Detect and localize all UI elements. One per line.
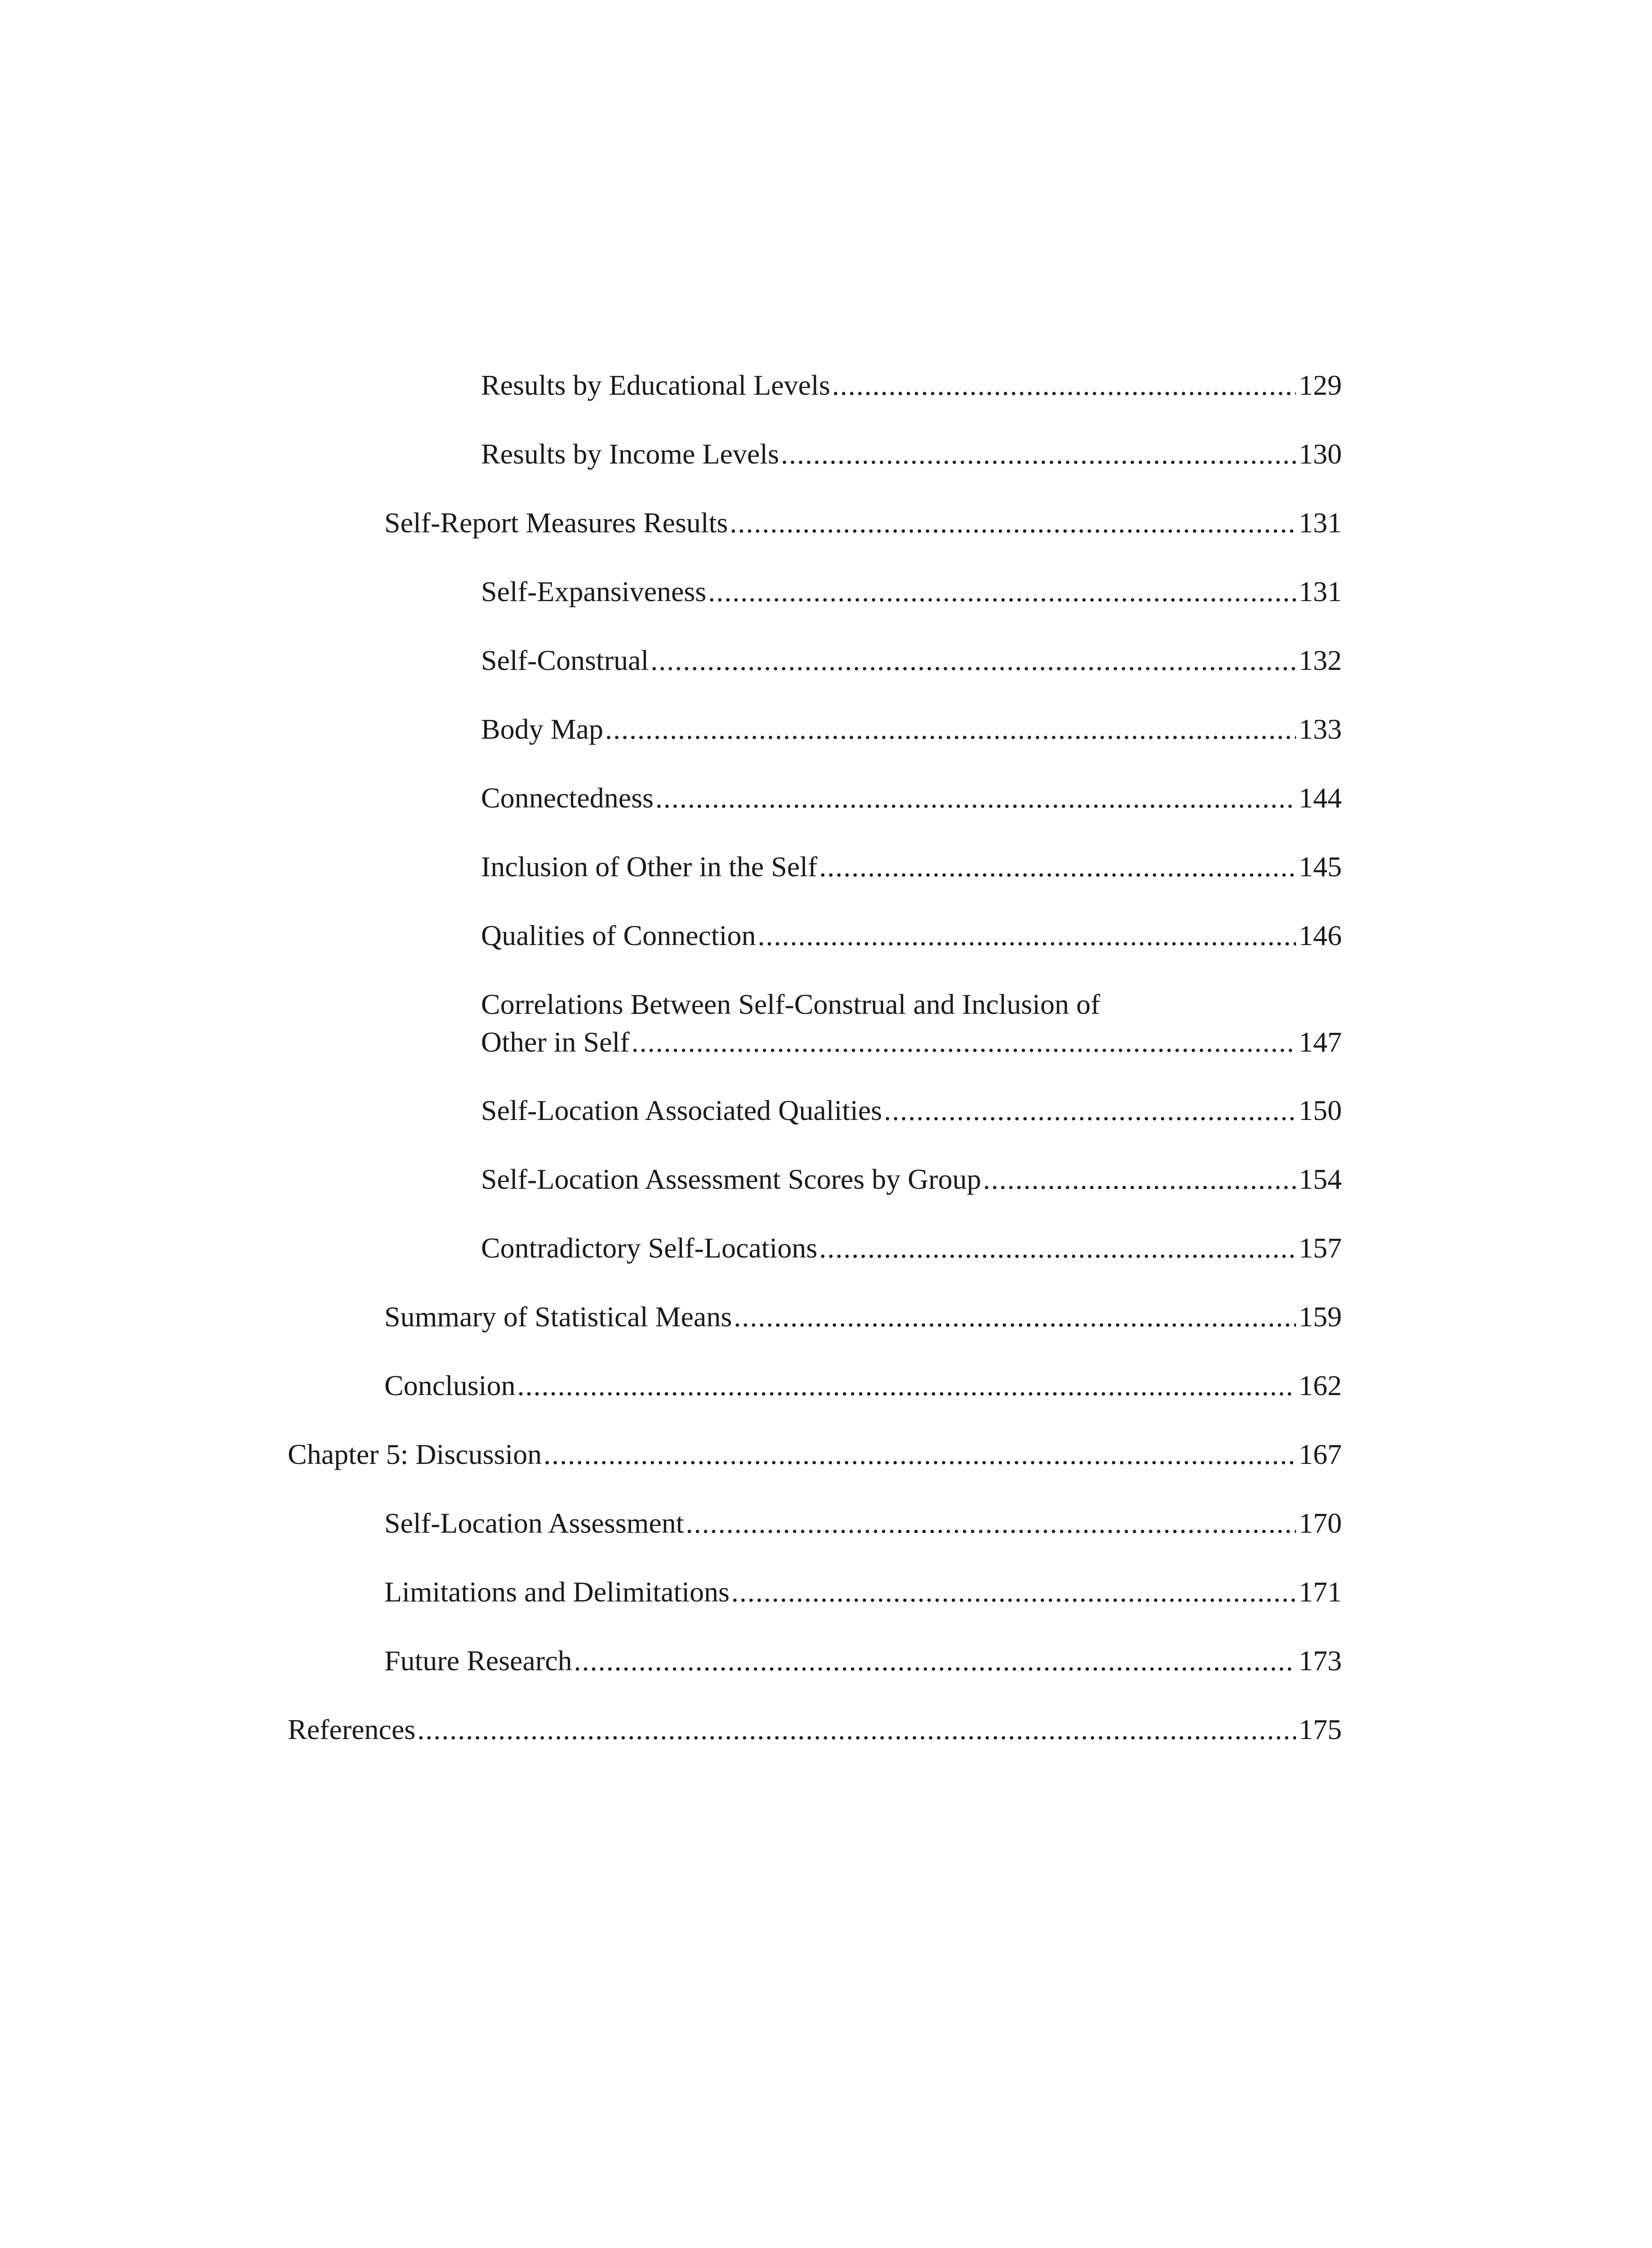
toc-entry-title: Results by Educational Levels [481, 369, 830, 401]
toc-entry[interactable] [481, 917, 1342, 955]
toc-entry[interactable] [481, 573, 1342, 611]
dot-leader [730, 504, 1296, 542]
toc-entry[interactable] [384, 504, 1342, 542]
toc-entry[interactable] [384, 1642, 1342, 1680]
toc-entry-title: Limitations and Delimitations [384, 1576, 730, 1608]
toc-page-number: 157 [1299, 1232, 1342, 1264]
dot-leader [686, 1504, 1296, 1542]
dot-leader [757, 917, 1296, 955]
toc-page-number: 162 [1299, 1369, 1342, 1401]
dot-leader [819, 1229, 1296, 1267]
toc-page-number: 131 [1299, 507, 1342, 539]
toc-entry[interactable] [481, 1160, 1342, 1198]
dot-leader [819, 848, 1296, 886]
toc-entry-title: Self-Location Assessment Scores by Group [481, 1163, 981, 1195]
toc-page-number: 144 [1299, 782, 1342, 814]
dot-leader [417, 1711, 1296, 1748]
toc-entry-title: Future Research [384, 1645, 572, 1677]
toc-entry[interactable] [481, 779, 1342, 817]
toc-entry[interactable] [481, 1092, 1342, 1129]
toc-entry-title: Self-Location Assessment [384, 1507, 684, 1539]
toc-page-number: 129 [1299, 369, 1342, 401]
toc-entry[interactable] [288, 1711, 1342, 1748]
toc-entry-title: Self-Location Associated Qualities [481, 1094, 882, 1126]
toc-page-number: 171 [1299, 1576, 1342, 1608]
dot-leader [731, 1573, 1296, 1611]
dot-leader [517, 1367, 1296, 1405]
toc-entry[interactable] [481, 642, 1342, 679]
dot-leader [983, 1160, 1296, 1198]
dot-leader [605, 710, 1296, 748]
toc-entry-title-line1: Correlations Between Self-Construal and Inclusion of [481, 988, 1100, 1020]
toc-entry-title: Contradictory Self-Locations [481, 1232, 818, 1264]
toc-entry-title: Other in Self [481, 1026, 630, 1058]
toc-page-number: 132 [1299, 644, 1342, 676]
dot-leader [832, 366, 1296, 404]
dot-leader [543, 1436, 1296, 1473]
toc-entry[interactable] [481, 986, 1342, 1061]
toc-entry-title: Qualities of Connection [481, 919, 756, 951]
toc-entry[interactable] [481, 848, 1342, 886]
toc-page-number: 173 [1299, 1645, 1342, 1677]
dot-leader [574, 1642, 1296, 1680]
toc-entry[interactable] [481, 710, 1342, 748]
toc-entry-title: Results by Income Levels [481, 438, 779, 470]
toc-page-number: 167 [1299, 1438, 1342, 1470]
dot-leader [884, 1092, 1296, 1129]
toc-page-number: 150 [1299, 1094, 1342, 1126]
toc-page-number: 154 [1299, 1163, 1342, 1195]
toc-page-number: 133 [1299, 713, 1342, 745]
toc-entry-title: Summary of Statistical Means [384, 1301, 732, 1333]
toc-page-number: 131 [1299, 575, 1342, 607]
dot-leader [734, 1298, 1296, 1336]
toc-page-number: 146 [1299, 919, 1342, 951]
toc-entry-title: Self-Expansiveness [481, 575, 707, 607]
dot-leader [781, 435, 1296, 473]
toc-entry-title: Self-Report Measures Results [384, 507, 728, 539]
toc-entry[interactable] [384, 1367, 1342, 1405]
dot-leader [650, 642, 1296, 679]
toc-page-number: 147 [1299, 1026, 1342, 1058]
toc-entry[interactable] [384, 1504, 1342, 1542]
toc-entry-title: Self-Construal [481, 644, 649, 676]
toc-entry-title: Inclusion of Other in the Self [481, 851, 818, 883]
toc-entry[interactable] [384, 1298, 1342, 1336]
toc-page-number: 159 [1299, 1301, 1342, 1333]
dot-leader [655, 779, 1296, 817]
toc-entry-title: Body Map [481, 713, 603, 745]
toc-entry[interactable] [288, 1436, 1342, 1473]
toc-page-number: 175 [1299, 1713, 1342, 1745]
toc-page-number: 170 [1299, 1507, 1342, 1539]
toc-entry-title: Chapter 5: Discussion [288, 1438, 542, 1470]
toc-entry-title: References [288, 1713, 416, 1745]
toc-entry[interactable] [481, 435, 1342, 473]
toc-entry[interactable] [481, 366, 1342, 404]
toc-entry[interactable] [481, 1229, 1342, 1267]
toc-entry[interactable] [384, 1573, 1342, 1611]
dot-leader [708, 573, 1296, 611]
dot-leader [632, 1023, 1296, 1061]
toc-page-number: 130 [1299, 438, 1342, 470]
toc-page-number: 145 [1299, 851, 1342, 883]
toc-entry-title: Connectedness [481, 782, 654, 814]
toc-entry-title: Conclusion [384, 1369, 516, 1401]
